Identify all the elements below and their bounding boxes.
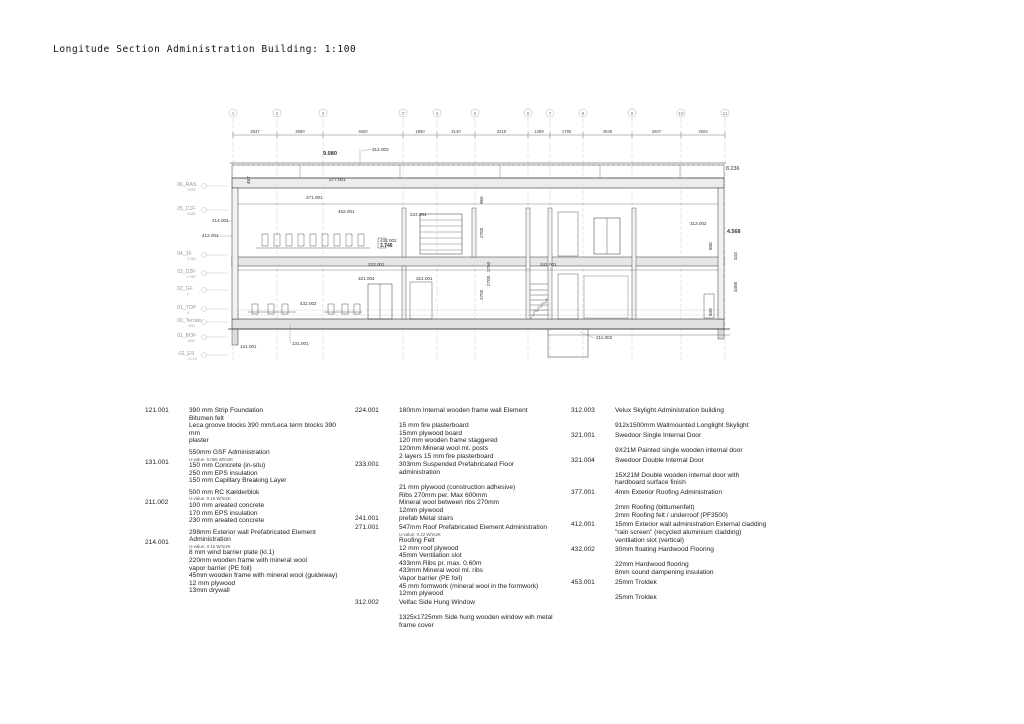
legend-code: 211.002 [145,498,169,506]
legend-code: 321.001 [571,431,595,439]
level-name: 05_C1F [177,206,196,212]
dim-965: 965 [479,196,484,204]
tag-233001: 233.001 [368,262,385,267]
level-name: 03_D2F [177,269,196,275]
tag-321001: 321.001 [416,276,433,281]
level-name: 00_Terrain [177,318,202,324]
legend-code: 121.001 [145,407,169,414]
grid-label: 8 [581,111,585,116]
level-value: -150 [187,324,195,328]
dim-2760: 2760 [486,261,491,272]
tag-241001: 241.001 [540,262,557,267]
tag-224001: 224.001 [410,212,427,217]
tag-271001: 271.001 [306,195,323,200]
tag-9080: 9.080 [323,151,337,157]
level-value: 2788 [187,257,196,261]
tag-277001: 277.001 [329,177,346,182]
dimension-value: 2537 [250,129,260,134]
legend-code: 453.001 [571,578,595,586]
level-value: 5488 [187,212,196,216]
tag-452001: 452.001 [338,209,355,214]
tag-312003: 312.003 [372,147,389,152]
legend-code: 312.003 [571,407,595,414]
tag-211002: 211.002 [596,335,613,340]
level-value: 0 [187,311,190,315]
legend-description: Velfac Side Hung Window 1325x1725mm Side hung wooden window wih metal frame cover [399,598,553,629]
legend-description: Velux Skylight Administration building 912x1500mm Wallmounted Longlight Skylight [615,407,749,430]
legend-description: 547mm Roof Prefabricated Element Administration U-value: 0.12 W/m2K Roofing Felt 12 mm roof plywood 45mm Ventilation slot 433mm Ribs pr. max. 0.60m 433mm Mineral wool ml. ribs Vapor barrier (PE foil) 45 mm formwork (mineral wool in the formwork) 12mm plywood [399,524,548,598]
grid-label: 1 [231,111,235,116]
legend-description: 500 mm RC Kælderblok U-value: 0.16 W/m2K 100 mm areated concrete 170 mm EPS insulation 230 mm areated concrete [189,488,265,525]
dimension-value: 2846 [602,129,613,134]
dim-2700a: 2700 [479,227,484,238]
dimension-value: 2504 [698,129,708,134]
grid-label: 11 [722,111,728,116]
legend-code: 241.001 [355,515,379,523]
dimension-value: 1288 [534,129,544,134]
legend-code: 214.001 [145,538,169,546]
dim-333: 333 [733,252,738,260]
dimension-value: 3218 [496,129,507,134]
tag-312002: 312.002 [690,221,707,226]
dimension-value: 4650 [358,129,368,134]
level-name: 04_1F [177,251,192,257]
legend-code: 224.001 [355,407,379,414]
dim-808b: 808 [708,308,713,316]
dimension-value: 1790 [561,129,572,134]
tag-121001: 121.001 [240,344,257,349]
building-section [230,163,726,357]
level-value: 7835 [187,188,196,192]
tag-131001: 131.001 [292,341,309,346]
level-name: 01_TOP [177,305,197,311]
legend-description: prefab Metal stairs [399,515,454,523]
dim-3465: 3465 [733,281,738,292]
level-value: -686 [187,339,195,343]
dim-808: 808 [708,242,713,250]
dim-2700b: 2700 [479,289,484,300]
level-name: 02_GF [177,286,193,292]
legend-code: 312.002 [355,598,379,606]
grid-label: 9 [630,111,634,116]
grid-label: 10 [678,111,684,116]
grid-label: 4 [435,111,439,116]
legend-description: 303mm Suspended Prefabricated Floor administration 21 mm plywood (construction adhesive) Ribs 270mm per. Max 600mm Mineral wool between ribs 270mm 12mm plywood [399,461,516,514]
legend-description: Swedoor Single Internal Door 9X21M Painted single wooden internal door [615,431,743,454]
tag-8236: 8.236 [726,166,740,172]
legend-code: 412.001 [571,521,595,529]
dimension-value: 1890 [415,129,425,134]
tag-432002b: 432.002 [300,301,317,306]
dimension-value: 2590 [295,129,305,134]
legend-code: 321.004 [571,456,595,464]
grid-label: 5 [473,111,477,116]
tag-4568: 4.568 [727,229,741,235]
dimension-chain [233,129,725,138]
grid-label: 3 [321,111,325,116]
legend-description: 390 mm Strip Foundation Bitumen felt Leca groove blocks 390 mm/Leca term blocks 390 mm plaster [189,407,336,445]
level-name: 01_BOF [177,333,197,339]
legend-description: 298mm Exterior wall Prefabricated Element Administration U-value: 0.15 W/m2K 8 mm wind barrier plate (kl.1) 220mm wooden frame with mineral wool vapor barrier (PE foil) 45mm wooden frame with mineral wool (guideway) 12 mm plywood 13mm drywall [189,528,338,595]
legend-code: 377.001 [571,489,595,496]
legend-code: 432.002 [571,546,595,554]
legend-description: 25mm Troldek 25mm Troldek [615,578,657,601]
dimension-value: 2140 [451,129,461,134]
grid-label: 6 [526,111,530,116]
tag-321004: 321.004 [358,276,375,281]
grid-label: 3' [401,111,405,116]
tag-432002: 432.002 [380,238,397,243]
legend-description: 180mm Internal wooden frame wall Element 15 mm fire plasterboard 15mm plywood board 120 mm wooden frame staggered 120mm Mineral wool ml. posts 2 layers 15 mm fire plasterboard [399,407,528,460]
legend-description: 4mm Exterior Roofing Administration 2mm Roofing (bittumenfelt) 2mm Roofing felt / underroof (PF3500) [615,489,728,519]
page-title: Longitude Section Administration Building: 1:100 [53,44,357,55]
dim-2700c: 2700 [486,275,491,286]
legend-description: Swedoor Double Internal Door 15X21M Double wooden internal door with hardboard surface finish [615,456,740,487]
level-value: -1218 [187,357,197,361]
legend-description: 15mm Exterior wall administration External cladding "rain screen" (recycled aluminium cladding) ventilation slot (vertical) [615,521,767,544]
grid-label: 2 [275,111,279,116]
level-value: 0 [187,292,190,296]
legend-code: 271.001 [355,524,379,531]
legend-code: 131.001 [145,459,169,466]
level-markers [177,182,228,361]
grid-label: 7 [548,111,552,116]
level-value: 2788 [187,275,196,279]
dim-487: 487 [246,176,251,184]
tag-214001: 214.001 [212,218,229,223]
legend-description: 30mm floating Hardwood Flooring 22mm Hardwood flooring 8mm sound dampening insulation [615,546,714,576]
dimension-value: 2607 [651,129,662,134]
legend-description: 550mm GSF Administration U-value: 0.065 W/m2K 150 mm Concrete (in-situ) 250 mm EPS insulation 150 mm Capillary Breaking Layer [189,449,287,485]
legend-code: 233.001 [355,461,379,469]
level-name: -02_ES [177,351,195,357]
tag-3746: 3.746 [380,243,393,249]
level-name: 06_RAS [177,182,197,188]
tag-412001: 412.001 [202,233,219,238]
